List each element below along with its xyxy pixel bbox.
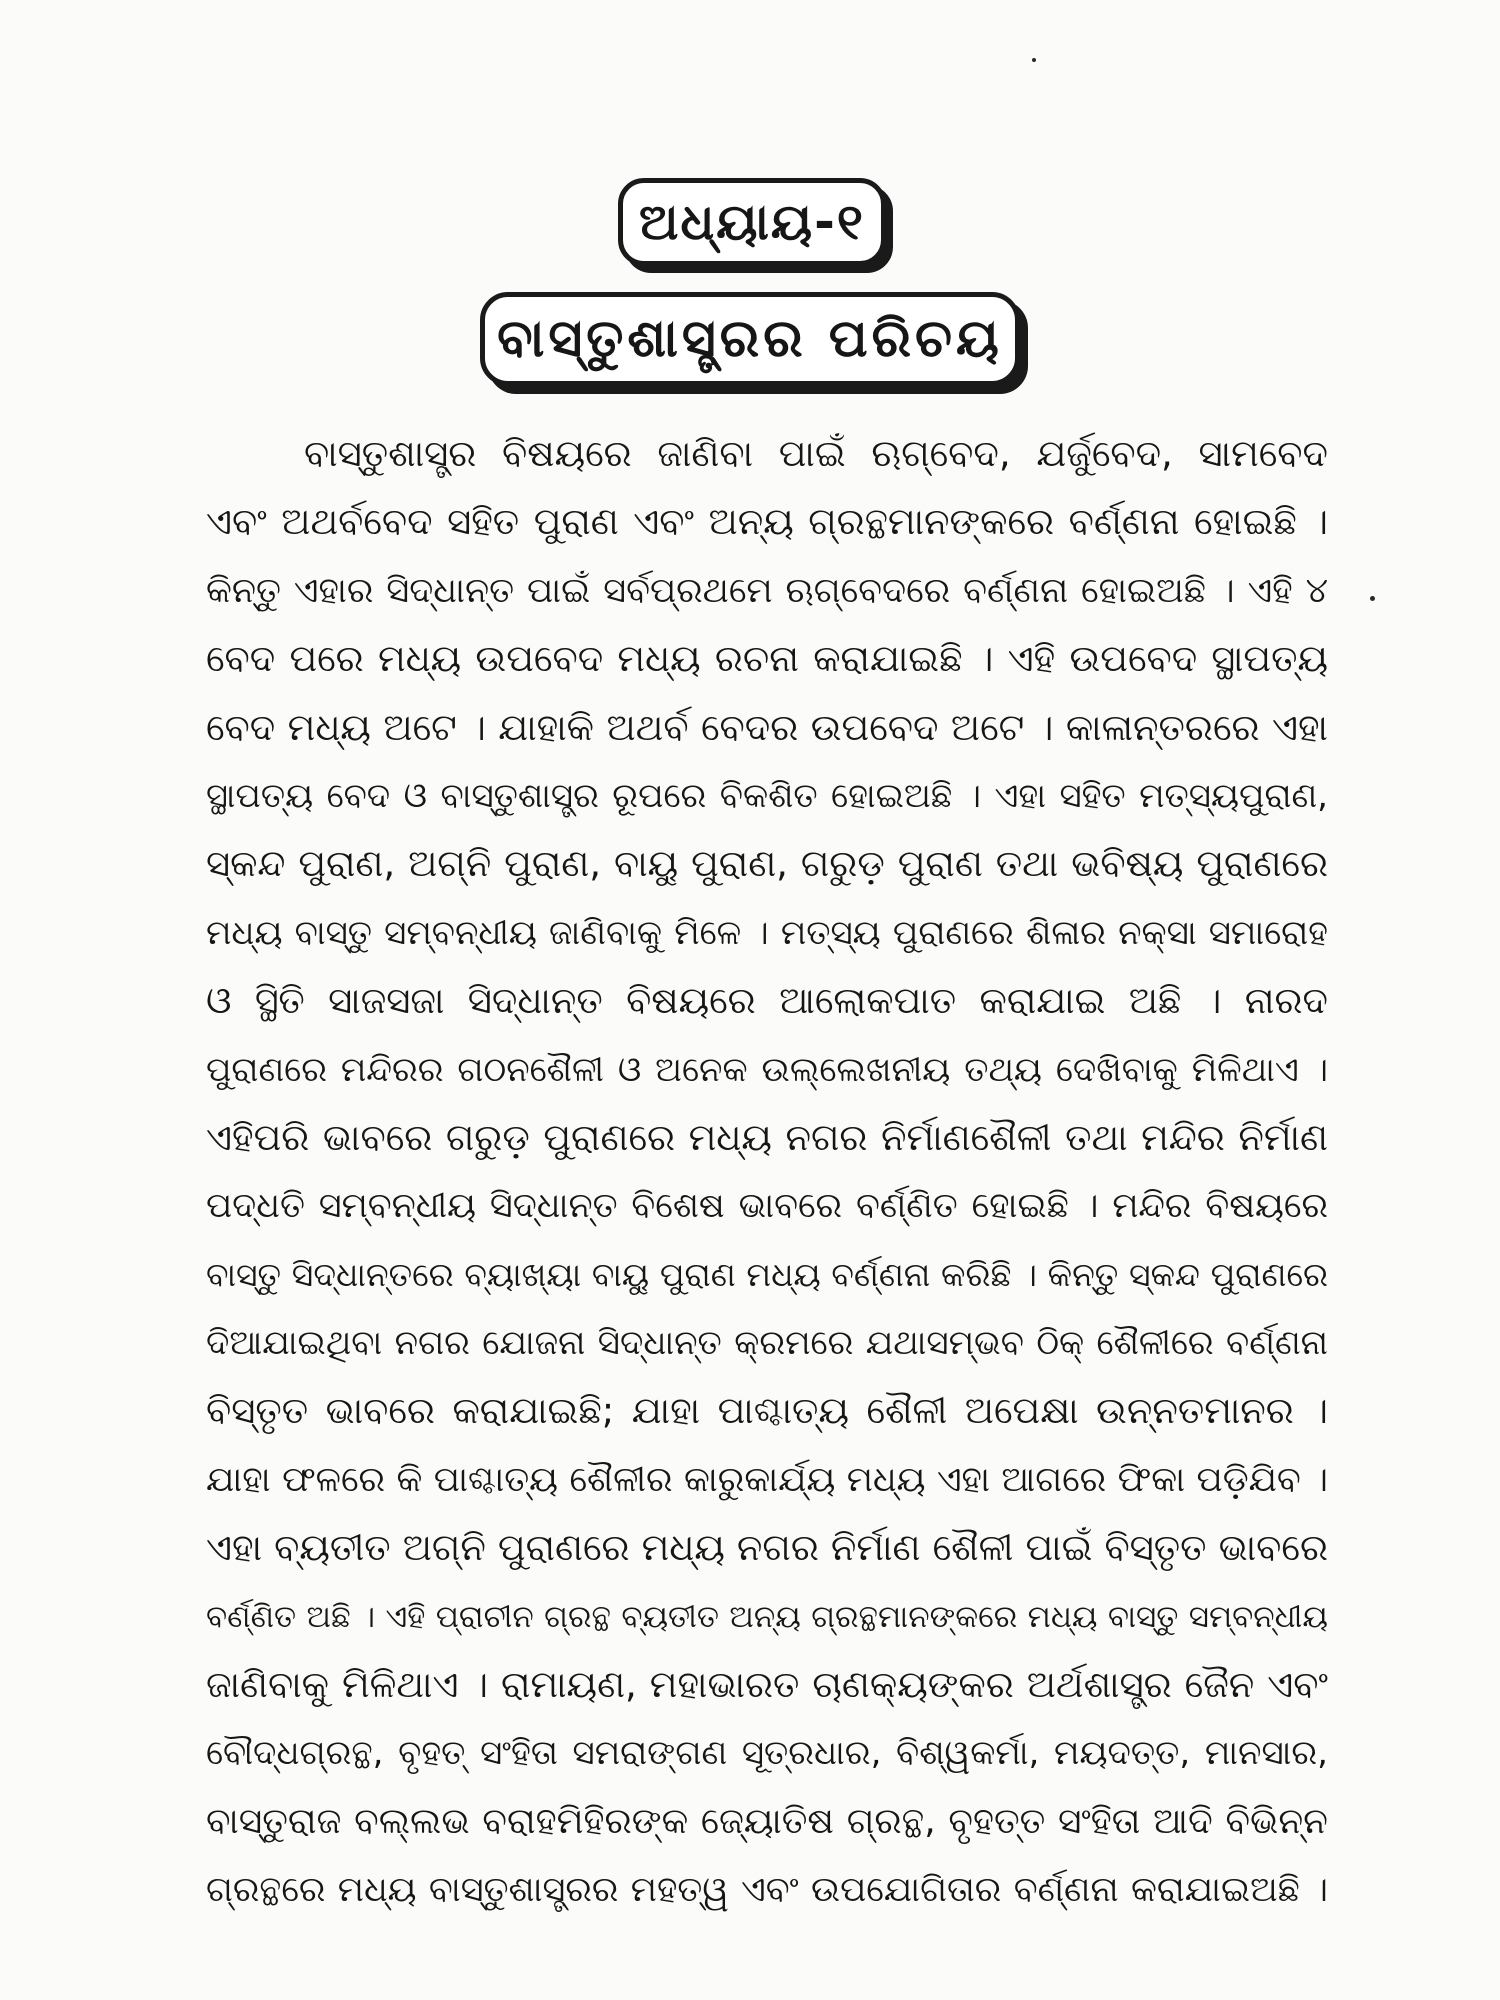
text-line: ବେଦ ପରେ ମଧ୍ୟ ଉପବେଦ ମଧ୍ୟ ରଚନା କରାଯାଇଛି । ଏହି ଉପବେଦ ସ୍ଥାପତ୍ୟ <box>206 637 1328 681</box>
text-line: ବାସ୍ତୁ ସିଦ୍ଧାନ୍ତରେ ବ୍ୟାଖ୍ୟା ବାୟୁ ପୁରାଣ ମଧ୍ୟ ବର୍ଣ୍ଣନା କରିଛି । କିନ୍ତୁ ସ୍କନ୍ଦ ପୁରାଣରେ <box>206 1254 1328 1294</box>
chapter-title: ବାସ୍ତୁଶାସ୍ତ୍ରର ପରିଚୟ <box>497 308 1003 369</box>
text-line: ଯାହା ଫଳରେ କି ପାଶ୍ଚାତ୍ୟ ଶୈଳୀର କାରୁକାର୍ଯ୍ୟ ମଧ୍ୟ ଏହା ଆଗରେ ଫିକା ପଡ଼ିଯିବ । <box>206 1459 1328 1500</box>
chapter-heading: ଅଧ୍ୟାୟ-୧ <box>638 192 865 251</box>
body-paragraph <box>206 420 1328 1925</box>
text-line: ମଧ୍ୟ ବାସ୍ତୁ ସମ୍ବନ୍ଧୀୟ ଜାଣିବାକୁ ମିଳେ । ମତ୍ସ୍ୟ ପୁରାଣରେ ଶିଳାର ନକ୍‌ସା ସମାରୋହ <box>206 912 1328 953</box>
text-line: ସ୍କନ୍ଦ ପୁରାଣ, ଅଗ୍ନି ପୁରାଣ, ବାୟୁ ପୁରାଣ, ଗରୁଡ଼ ପୁରାଣ ତଥା ଭବିଷ୍ୟ ପୁରାଣରେ <box>206 842 1328 886</box>
text-line: ପୁରାଣରେ ମନ୍ଦିରର ଗଠନଶୈଳୀ ଓ ଅନେକ ଉଲ୍ଲେଖନୀୟ ତଥ୍ୟ ଦେଖିବାକୁ ମିଳିଥାଏ । <box>206 1049 1328 1090</box>
text-line: ଏହିପରି ଭାବରେ ଗରୁଡ଼ ପୁରାଣରେ ମଧ୍ୟ ନଗର ନିର୍ମାଣଶୈଳୀ ତଥା ମନ୍ଦିର ନିର୍ମାଣ <box>206 1115 1328 1159</box>
print-speck <box>1370 596 1375 601</box>
text-line: ଓ ସ୍ଥିତି ସାଜସଜା ସିଦ୍ଧାନ୍ତ ବିଷୟରେ ଆଲୋକପାତ କରାଯାଇ ଅଛି । ନାରଦ <box>206 979 1328 1023</box>
text-line: ବେଦ ମଧ୍ୟ ଅଟେ । ଯାହାକି ଅଥର୍ବ ବେଦର ଉପବେଦ ଅଟେ । କାଳାନ୍ତରରେ ଏହା <box>206 705 1328 749</box>
text-line: ଗ୍ରନ୍ଥରେ ମଧ୍ୟ ବାସ୍ତୁଶାସ୍ତ୍ରର ମହତ୍ୱ ଏବଂ ଉପଯୋଗିତାର ବର୍ଣ୍ଣନା କରାଯାଇଅଛି । <box>206 1870 1328 1911</box>
print-speck <box>1032 58 1036 62</box>
text-line: ଦିଆଯାଇଥିବା ନଗର ଯୋଜନା ସିଦ୍ଧାନ୍ତ କ୍ରମରେ ଯଥାସମ୍ଭବ ଠିକ୍ ଶୈଳୀରେ ବର୍ଣ୍ଣନା <box>206 1323 1328 1364</box>
chapter-title-box <box>480 292 1020 386</box>
text-line: ବାସ୍ତୁଶାସ୍ତ୍ର ବିଷୟରେ ଜାଣିବା ପାଇଁ ଋଗ୍‌ବେଦ, ଯର୍ଜୁବେଦ, ସାମବେଦ <box>304 432 1328 475</box>
text-line: ଏହା ବ୍ୟତୀତ ଅଗ୍ନି ପୁରାଣରେ ମଧ୍ୟ ନଗର ନିର୍ମାଣ ଶୈଳୀ ପାଇଁ ବିସ୍ତୃତ ଭାବରେ <box>206 1526 1328 1570</box>
text-line: ବର୍ଣ୍ଣିତ ଅଛି । ଏହି ପ୍ରାଚୀନ ଗ୍ରନ୍ଥ ବ୍ୟତୀତ ଅନ୍ୟ ଗ୍ରନ୍ଥମାନଙ୍କରେ ମଧ୍ୟ ବାସ୍ତୁ ସମ୍ବନ୍ଧୀୟ <box>206 1598 1328 1635</box>
text-line: ବୌଦ୍ଧଗ୍ରନ୍ଥ, ବୃହତ୍ ସଂହିତା ସମରାଙ୍ଗଣ ସୂତ୍ରଧାର, ବିଶ୍ୱକର୍ମା, ମୟଦତ୍ତ, ମାନସାର, <box>206 1733 1328 1774</box>
text-line: ପଦ୍ଧତି ସମ୍ବନ୍ଧୀୟ ସିଦ୍ଧାନ୍ତ ବିଶେଷ ଭାବରେ ବର୍ଣ୍ଣିତ ହୋଇଛି । ମନ୍ଦିର ବିଷୟରେ <box>206 1186 1328 1227</box>
text-line: ବାସ୍ତୁରାଜ ବଲ୍ଲଭ ବରାହମିହିରଙ୍କ ଜ୍ୟୋତିଷ ଗ୍ରନ୍ଥ, ବୃହତ୍ତ ସଂହିତା ଆଦି ବିଭିନ୍ନ <box>206 1800 1328 1842</box>
text-line: ସ୍ଥାପତ୍ୟ ବେଦ ଓ ବାସ୍ତୁଶାସ୍ତ୍ର ରୂପରେ ବିକଶିତ ହୋଇଅଛି । ଏହା ସହିତ ମତ୍ସ୍ୟପୁରାଣ, <box>206 775 1328 816</box>
text-line: ଜାଣିବାକୁ ମିଳିଥାଏ । ରାମାୟଣ, ମହାଭାରତ ଚାଣକ୍ୟଙ୍କର ଅର୍ଥଶାସ୍ତ୍ର ଜୈନ ଏବଂ <box>206 1663 1328 1707</box>
text-line: କିନ୍ତୁ ଏହାର ସିଦ୍ଧାନ୍ତ ପାଇଁ ସର୍ବପ୍ରଥମେ ଋଗ୍‌ବେଦରେ ବର୍ଣ୍ଣନା ହୋଇଅଛି । ଏହି ୪ <box>206 570 1328 611</box>
text-line: ବିସ୍ତୃତ ଭାବରେ କରାଯାଇଛି; ଯାହା ପାଶ୍ଚାତ୍ୟ ଶୈଳୀ ଅପେକ୍ଷା ଉନ୍ନତମାନର । <box>206 1389 1328 1433</box>
text-line: ଏବଂ ଅଥର୍ବବେଦ ସହିତ ପୁରାଣ ଏବଂ ଅନ୍ୟ ଗ୍ରନ୍ଥମାନଙ୍କରେ ବର୍ଣ୍ଣନା ହୋଇଛି । <box>206 500 1328 544</box>
chapter-heading-box <box>618 178 886 266</box>
